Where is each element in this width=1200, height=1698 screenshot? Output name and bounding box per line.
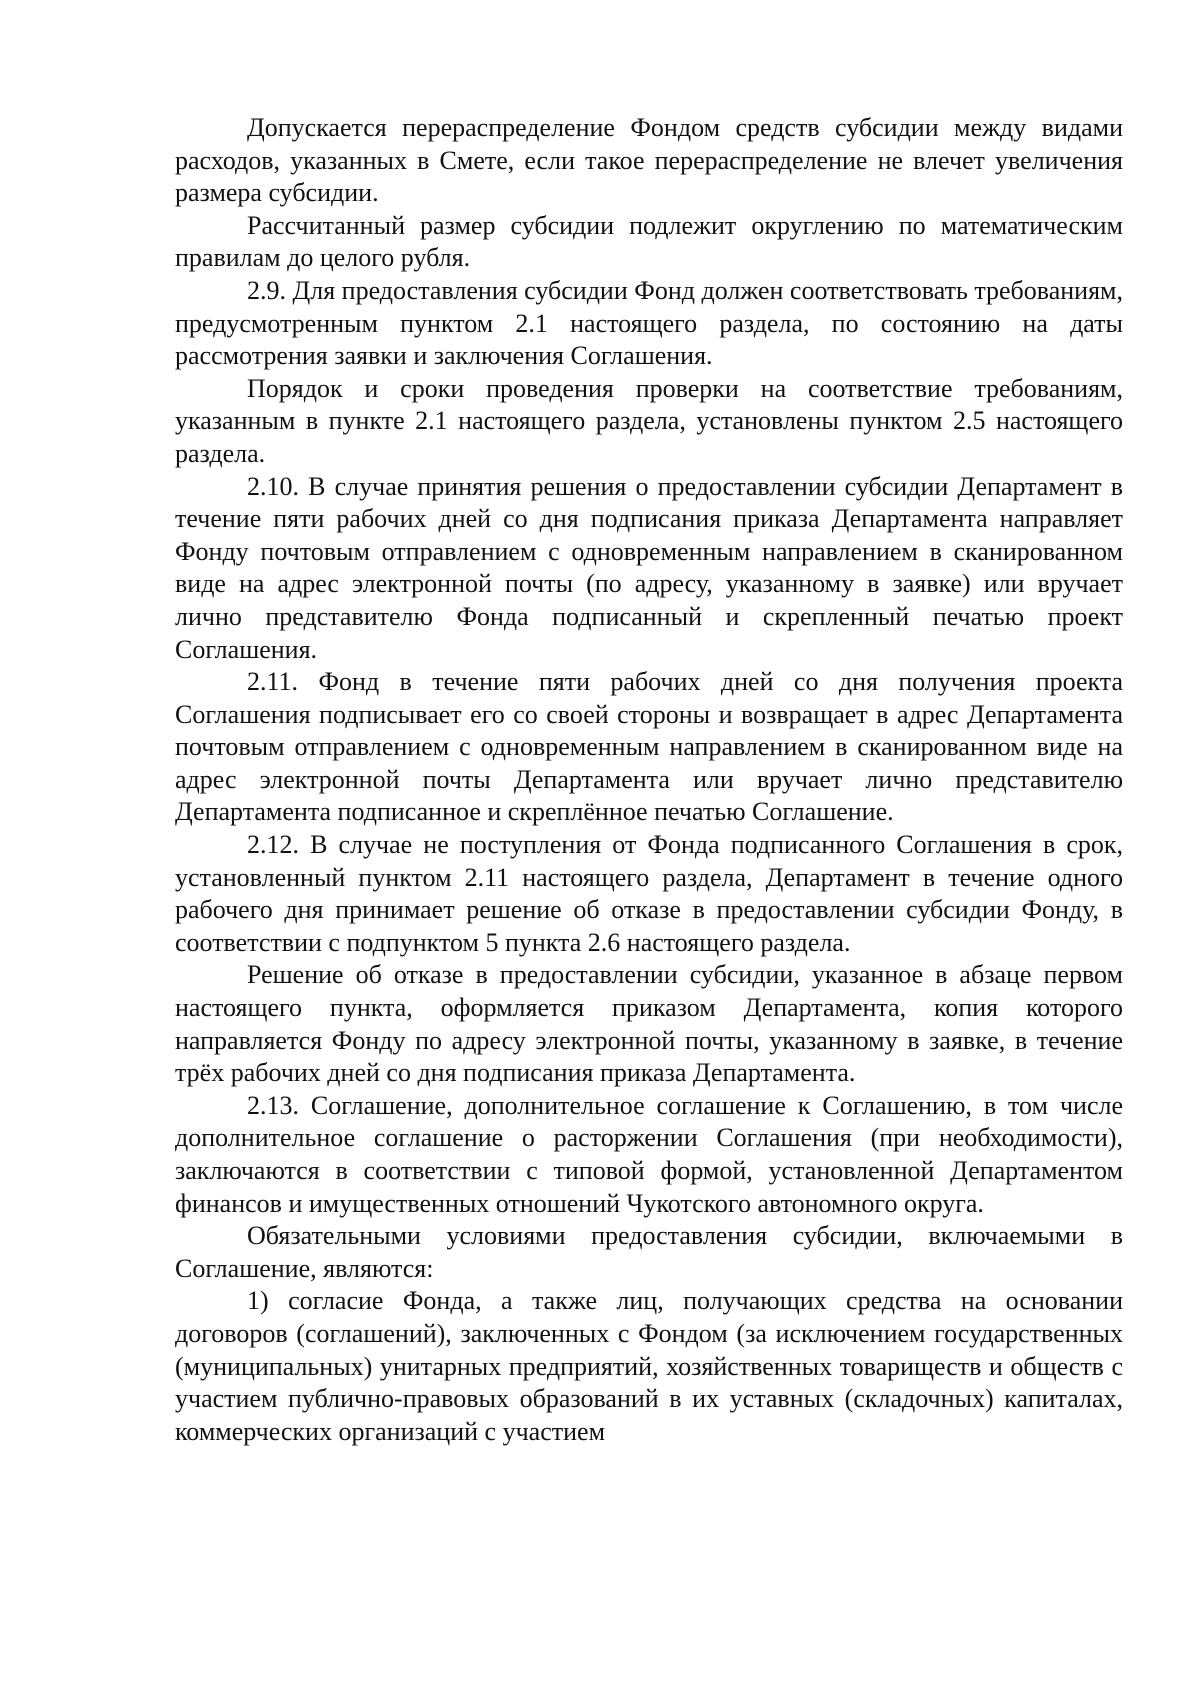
paragraph-2-10: 2.10. В случае принятия решения о предоставлении субсидии Департамент в течение пяти рабочих дней со дня подписания приказа Департамента направляет Фонду почтовым отправлением с одновременным направлением в сканированном виде на адрес электронной почты (по адресу, указанному в заявке) или вручает лично представителю Фонда подписанный и скрепленный печатью проект Соглашения. [175, 471, 1123, 664]
paragraph-redistribution: Допускается перераспределение Фондом средств субсидии между видами расходов, указанных в Смете, если такое перераспределение не влечет увеличения размера субсидии. [175, 113, 1123, 208]
paragraph-refusal-decision: Решение об отказе в предоставлении субсидии, указанное в абзаце первом настоящего пункта, оформляется приказом Департамента, копия которого направляется Фонду по адресу электронной почты, указанному в заявке, в течение трёх рабочих дней со дня подписания приказа Департамента. [175, 960, 1123, 1088]
paragraph-2-13: 2.13. Соглашение, дополнительное соглашение к Соглашению, в том числе дополнительное соглашение о расторжении Соглашения (при необходимости), заключаются в соответствии с типовой формой, установленной Департаментом финансов и имущественных отношений Чукотского автономного округа. [175, 1090, 1123, 1218]
paragraph-2-9: 2.9. Для предоставления субсидии Фонд должен соответствовать требованиям, предусмотренным пунктом 2.1 настоящего раздела, по состоянию на даты рассмотрения заявки и заключения Соглашения. [175, 275, 1123, 371]
paragraph-rounding: Рассчитанный размер субсидии подлежит округлению по математическим правилам до целого рубля. [175, 210, 1123, 273]
document-page [175, 112, 1123, 1448]
paragraph-condition-1: 1) согласие Фонда, а также лиц, получающих средства на основании договоров (соглашений), заключенных с Фондом (за исключением государственных (муниципальных) унитарных предприятий, хозяйственных товариществ и обществ с участием публично-правовых образований в их уставных (складочных) капиталах, коммерческих организаций с участием [175, 1286, 1123, 1446]
paragraph-2-12: 2.12. В случае не поступления от Фонда подписанного Соглашения в срок, установленный пунктом 2.11 настоящего раздела, Департамент в течение одного рабочего дня принимает решение об отказе в предоставлении субсидии Фонду, в соответствии с подпунктом 5 пункта 2.6 настоящего раздела. [175, 830, 1123, 957]
paragraph-check-procedure: Порядок и сроки проведения проверки на соответствие требованиям, указанным в пункте 2.1 настоящего раздела, установлены пунктом 2.5 настоящего раздела. [175, 373, 1123, 468]
paragraph-mandatory-conditions: Обязательными условиями предоставления субсидии, включаемыми в Соглашение, являются: [175, 1221, 1123, 1283]
paragraph-2-11: 2.11. Фонд в течение пяти рабочих дней со дня получения проекта Соглашения подписывает его со своей стороны и возвращает в адрес Департамента почтовым отправлением с одновременным направлением в сканированном виде на адрес электронной почты Департамента или вручает лично представителю Департамента подписанное и скреплённое печатью Соглашение. [175, 667, 1123, 827]
